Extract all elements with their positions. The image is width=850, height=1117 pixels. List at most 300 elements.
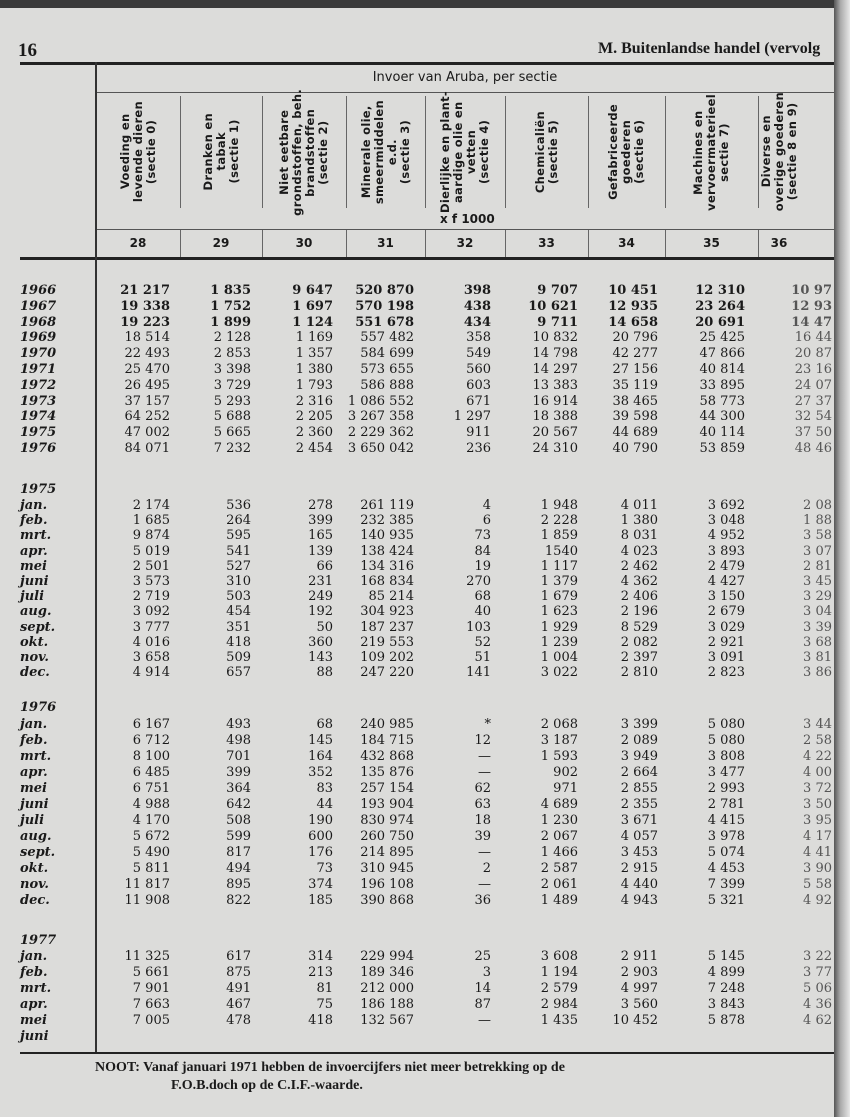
column-header-text: Voeding en levende dieren (sectie 0)	[117, 101, 158, 203]
cell-col-34: 40 790	[612, 441, 658, 456]
cell-col-32: —	[478, 749, 491, 764]
cell-col-33: 2 068	[540, 717, 578, 732]
cell-col-35: 5 145	[707, 949, 745, 964]
cell-col-32: 39	[474, 829, 491, 844]
cell-col-36: 24 07	[794, 377, 832, 393]
table-row	[0, 635, 834, 651]
header-divider	[665, 96, 666, 208]
cell-col-35: 40 114	[699, 425, 745, 441]
cell-col-35: 3 978	[707, 829, 745, 844]
table-row	[0, 544, 834, 560]
cell-col-32: —	[478, 845, 491, 860]
section-year-heading: 1977	[20, 933, 57, 948]
cell-col-33: 3 608	[540, 949, 578, 964]
cell-col-31: 229 994	[360, 949, 414, 964]
cell-col-29: 5 293	[213, 393, 251, 409]
cell-col-32: 40	[474, 604, 491, 620]
cell-col-30: 1 357	[295, 346, 333, 362]
row-label: sept.	[20, 845, 56, 860]
cell-col-30: 176	[308, 845, 333, 860]
cell-col-36: 48 46	[794, 441, 832, 456]
cell-col-32: 2	[482, 861, 491, 876]
cell-col-32: 87	[474, 997, 491, 1012]
table-row	[0, 893, 834, 909]
cell-col-30: 2 205	[295, 409, 333, 425]
cell-col-34: 2 664	[620, 765, 658, 780]
cell-col-33: 1 239	[540, 634, 578, 650]
cell-col-29: 364	[226, 781, 251, 796]
cell-col-30: 50	[316, 619, 333, 635]
cell-col-30: 68	[316, 717, 333, 732]
table-row	[0, 845, 834, 861]
cell-col-35: 2 781	[707, 797, 745, 812]
cell-col-30: 2 316	[295, 393, 333, 409]
row-label: apr.	[20, 543, 48, 559]
cell-col-32: 36	[474, 893, 491, 908]
cell-col-31: 187 237	[360, 619, 414, 635]
cell-col-35: 25 425	[699, 330, 745, 346]
row-label: juli	[20, 589, 45, 605]
cell-col-36: 4 92	[803, 893, 832, 908]
cell-col-36: 27 37	[794, 393, 832, 409]
cell-col-35: 44 300	[699, 409, 745, 425]
cell-col-32: 671	[466, 393, 491, 409]
column-header-text: Diverse en overige goederen (sectie 8 en 9)	[758, 92, 799, 212]
cell-col-28: 3 658	[132, 650, 170, 665]
table-row	[0, 409, 834, 425]
cell-col-30: 418	[308, 1013, 333, 1028]
cell-col-32: 358	[466, 330, 491, 346]
row-label: aug.	[20, 604, 52, 620]
cell-col-28: 6 712	[132, 733, 170, 748]
row-label: 1968	[20, 314, 57, 330]
column-header-text: Chemicaliën (sectie 5)	[532, 110, 560, 194]
table-row	[0, 330, 834, 346]
cell-col-30: 1 793	[295, 377, 333, 393]
cell-col-35: 2 921	[707, 634, 745, 650]
row-label: feb.	[20, 513, 48, 529]
column-header-text: Dranken en tabak (sectie 1)	[200, 113, 241, 191]
cell-col-36: 1 88	[803, 513, 832, 529]
cell-col-35: 20 691	[695, 314, 745, 330]
cell-col-34: 8 031	[620, 528, 658, 544]
cell-col-29: 494	[226, 861, 251, 876]
cell-col-32: 73	[474, 528, 491, 544]
note-line-2: F.O.B.doch op de C.I.F.-waarde.	[171, 1078, 363, 1093]
cell-col-36: 32 54	[794, 409, 832, 425]
cell-col-34: 4 057	[620, 829, 658, 844]
cell-col-35: 4 899	[707, 965, 745, 980]
cell-col-36: 14 47	[791, 314, 832, 330]
cell-col-32: —	[478, 877, 491, 892]
table-row	[0, 394, 834, 410]
cell-col-32: 270	[466, 574, 491, 589]
cell-col-35: 3 150	[707, 589, 745, 605]
note-line-1: NOOT: Vanaf januari 1971 hebben de invoercijfers niet meer betrekking op de	[95, 1060, 565, 1075]
cell-col-29: 1 835	[210, 283, 251, 298]
column-header-28	[96, 96, 180, 208]
cell-col-28: 11 817	[124, 877, 170, 892]
cell-col-29: 493	[226, 717, 251, 732]
cell-col-35: 2 479	[707, 558, 745, 574]
cell-col-34: 4 011	[620, 498, 658, 513]
cell-col-29: 508	[226, 813, 251, 828]
cell-col-29: 5 688	[213, 409, 251, 425]
cell-col-36: 4 17	[803, 829, 832, 844]
cell-col-35: 5 074	[707, 845, 745, 860]
cell-col-35: 2 679	[707, 604, 745, 620]
cell-col-29: 491	[226, 981, 251, 996]
cell-col-31: 132 567	[360, 1013, 414, 1028]
cell-col-28: 6 751	[132, 781, 170, 796]
cell-col-32: 6	[482, 513, 491, 529]
cell-col-36: 3 39	[803, 619, 832, 635]
cell-col-36: 4 00	[803, 765, 832, 780]
cell-col-36: 3 81	[803, 650, 832, 665]
cell-col-36: 3 07	[803, 543, 832, 559]
cell-col-28: 37 157	[124, 393, 170, 409]
cell-col-29: 509	[226, 650, 251, 665]
table-row	[0, 1013, 834, 1029]
cell-col-29: 617	[226, 949, 251, 964]
cell-col-33: 24 310	[532, 441, 578, 456]
cell-col-29: 351	[226, 619, 251, 635]
cell-col-30: 164	[308, 749, 333, 764]
cell-col-33: 18 388	[532, 409, 578, 425]
page-number: 16	[18, 40, 37, 61]
cell-col-32: —	[478, 1013, 491, 1028]
cell-col-30: 2 360	[295, 425, 333, 441]
cell-col-32: 236	[466, 441, 491, 456]
cell-col-29: 541	[226, 543, 251, 559]
row-label: mrt.	[20, 981, 52, 996]
cell-col-30: 360	[308, 634, 333, 650]
row-label: nov.	[20, 877, 49, 892]
cell-col-34: 3 949	[620, 749, 658, 764]
cell-col-32: 68	[474, 589, 491, 605]
cell-col-34: 4 943	[620, 893, 658, 908]
row-label: 1966	[20, 283, 57, 298]
cell-col-32: 25	[474, 949, 491, 964]
cell-col-28: 47 002	[124, 425, 170, 441]
table-row	[0, 441, 834, 457]
cell-col-31: 304 923	[360, 604, 414, 620]
header-divider	[588, 96, 589, 208]
cell-col-36: 3 44	[803, 717, 832, 732]
cell-col-29: 310	[226, 574, 251, 589]
table-row	[0, 604, 834, 620]
cell-col-31: 140 935	[360, 528, 414, 544]
cell-col-33: 2 984	[540, 997, 578, 1012]
cell-col-30: 374	[308, 877, 333, 892]
cell-col-32: 62	[474, 781, 491, 796]
table-row	[0, 620, 834, 636]
cell-col-35: 2 993	[707, 781, 745, 796]
cell-col-30: 314	[308, 949, 333, 964]
cell-col-33: 3 187	[540, 733, 578, 748]
cell-col-36: 10 97	[791, 283, 832, 298]
cell-col-29: 642	[226, 797, 251, 812]
cell-col-28: 2 719	[132, 589, 170, 605]
cell-col-33: 2 579	[540, 981, 578, 996]
cell-col-32: 14	[474, 981, 491, 996]
table-row	[0, 717, 834, 733]
cell-col-33: 1 489	[540, 893, 578, 908]
cell-col-34: 1 380	[620, 513, 658, 529]
cell-col-32: 52	[474, 634, 491, 650]
header-rule	[96, 229, 834, 230]
cell-col-30: 213	[308, 965, 333, 980]
table-row	[0, 315, 834, 331]
column-number: 28	[129, 236, 147, 250]
cell-col-30: 278	[308, 498, 333, 513]
top-rule	[20, 62, 834, 65]
table-row	[0, 965, 834, 981]
cell-col-36: 5 06	[803, 981, 832, 996]
row-label: 1975	[20, 425, 57, 441]
table-row	[0, 733, 834, 749]
cell-col-30: 9 647	[292, 283, 333, 298]
cell-col-31: 260 750	[360, 829, 414, 844]
cell-col-35: 23 264	[695, 298, 745, 314]
row-label: aug.	[20, 829, 52, 844]
cell-col-35: 5 321	[707, 893, 745, 908]
column-header-text: Minerale olie, smeermiddelen e.d. (sectie 3)	[358, 99, 412, 205]
cell-col-28: 4 988	[132, 797, 170, 812]
cell-col-30: 75	[316, 997, 333, 1012]
cell-col-31: 1 086 552	[347, 393, 414, 409]
cell-col-28: 21 217	[120, 283, 170, 298]
section-year-heading: 1976	[20, 700, 57, 715]
number-divider	[346, 230, 347, 257]
cell-col-31: 212 000	[360, 981, 414, 996]
cell-col-30: 83	[316, 781, 333, 796]
cell-col-34: 4 440	[620, 877, 658, 892]
cell-col-35: 4 952	[707, 528, 745, 544]
cell-col-36: 3 58	[803, 528, 832, 544]
cell-col-32: 141	[466, 665, 491, 681]
cell-col-34: 2 082	[620, 634, 658, 650]
cell-col-29: 3 729	[213, 377, 251, 393]
table-row	[0, 829, 834, 845]
table-row	[0, 797, 834, 813]
cell-col-34: 4 997	[620, 981, 658, 996]
cell-col-33: 1 435	[540, 1013, 578, 1028]
cell-col-29: 599	[226, 829, 251, 844]
section-year-heading: 1975	[20, 482, 57, 497]
table-row	[0, 861, 834, 877]
cell-col-29: 2 128	[213, 330, 251, 346]
cell-col-34: 14 658	[608, 314, 658, 330]
cell-col-29: 657	[226, 665, 251, 681]
table-row	[0, 498, 834, 514]
cell-col-35: 5 080	[707, 717, 745, 732]
cell-col-35: 3 091	[707, 650, 745, 665]
cell-col-31: 247 220	[360, 665, 414, 681]
cell-col-30: 192	[308, 604, 333, 620]
cell-col-29: 264	[226, 513, 251, 529]
table-row	[0, 781, 834, 797]
cell-col-29: 467	[226, 997, 251, 1012]
cell-col-34: 4 362	[620, 574, 658, 589]
cell-col-32: 19	[474, 558, 491, 574]
cell-col-33: 20 567	[532, 425, 578, 441]
cell-col-31: 168 834	[360, 574, 414, 589]
cell-col-36: 4 22	[803, 749, 832, 764]
cell-col-30: 1 380	[295, 362, 333, 377]
column-header-33	[505, 96, 588, 208]
cell-col-31: 134 316	[360, 558, 414, 574]
cell-col-29: 895	[226, 877, 251, 892]
row-label: juni	[20, 1029, 49, 1044]
cell-col-33: 1 929	[540, 619, 578, 635]
column-header-36	[758, 92, 800, 212]
cell-col-32: 12	[474, 733, 491, 748]
header-bottom-rule	[20, 257, 834, 260]
cell-col-35: 33 895	[699, 377, 745, 393]
cell-col-35: 40 814	[699, 362, 745, 377]
cell-col-30: 143	[308, 650, 333, 665]
cell-col-33: 1 859	[540, 528, 578, 544]
cell-col-29: 822	[226, 893, 251, 908]
cell-col-36: 2 08	[803, 498, 832, 513]
cell-col-34: 44 689	[612, 425, 658, 441]
cell-col-31: 390 868	[360, 893, 414, 908]
cell-col-30: 88	[316, 665, 333, 681]
cell-col-29: 2 853	[213, 346, 251, 362]
cell-col-36: 5 58	[803, 877, 832, 892]
cell-col-36: 20 87	[794, 346, 832, 362]
cell-col-28: 4 914	[132, 665, 170, 681]
cell-col-32: 911	[466, 425, 491, 441]
cell-col-30: 44	[316, 797, 333, 812]
cell-col-33: 2 228	[540, 513, 578, 529]
cell-col-28: 2 501	[132, 558, 170, 574]
column-number: 30	[295, 236, 313, 250]
table-row	[0, 378, 834, 394]
cell-col-28: 6 485	[132, 765, 170, 780]
cell-col-35: 4 453	[707, 861, 745, 876]
cell-col-32: 18	[474, 813, 491, 828]
row-label: feb.	[20, 965, 48, 980]
cell-col-33: 1 623	[540, 604, 578, 620]
table-row	[0, 283, 834, 299]
row-label: 1976	[20, 441, 57, 456]
cell-col-35: 3 048	[707, 513, 745, 529]
table-row	[0, 362, 834, 378]
cell-col-34: 3 453	[620, 845, 658, 860]
cell-col-28: 5 672	[132, 829, 170, 844]
cell-col-31: 570 198	[355, 298, 414, 314]
table-row	[0, 1029, 834, 1045]
cell-col-30: 73	[316, 861, 333, 876]
cell-col-34: 42 277	[612, 346, 658, 362]
cell-col-34: 10 452	[612, 1013, 658, 1028]
cell-col-31: 573 655	[360, 362, 414, 377]
cell-col-31: 261 119	[360, 498, 414, 513]
cell-col-36: 3 77	[803, 965, 832, 980]
cell-col-28: 84 071	[124, 441, 170, 456]
cell-col-29: 701	[226, 749, 251, 764]
column-number: 34	[618, 236, 635, 250]
row-label: okt.	[20, 634, 49, 650]
row-label: mrt.	[20, 528, 52, 544]
number-divider	[262, 230, 263, 257]
cell-col-35: 47 866	[699, 346, 745, 362]
column-header-35	[665, 93, 758, 211]
cell-col-29: 817	[226, 845, 251, 860]
number-divider	[505, 230, 506, 257]
cell-col-32: 434	[463, 314, 491, 330]
cell-col-30: 2 454	[295, 441, 333, 456]
running-head: M. Buitenlandse handel (vervolg	[598, 40, 821, 57]
cell-col-30: 1 124	[292, 314, 333, 330]
row-label: mei	[20, 781, 47, 796]
cell-col-34: 2 903	[620, 965, 658, 980]
cell-col-35: 58 773	[699, 393, 745, 409]
table-row	[0, 813, 834, 829]
table-row	[0, 589, 834, 605]
cell-col-34: 2 397	[620, 650, 658, 665]
cell-col-36: 3 72	[803, 781, 832, 796]
cell-col-28: 64 252	[124, 409, 170, 425]
cell-col-33: 1 379	[540, 574, 578, 589]
number-divider	[180, 230, 181, 257]
cell-col-34: 12 935	[608, 298, 658, 314]
table-row	[0, 528, 834, 544]
row-label: jan.	[20, 717, 48, 732]
cell-col-34: 2 911	[620, 949, 658, 964]
cell-col-34: 20 796	[612, 330, 658, 346]
cell-col-30: 399	[308, 513, 333, 529]
cell-col-31: 219 553	[360, 634, 414, 650]
cell-col-33: 1 230	[540, 813, 578, 828]
cell-col-33: 2 061	[540, 877, 578, 892]
cell-col-29: 527	[226, 558, 251, 574]
cell-col-35: 5 878	[707, 1013, 745, 1028]
table-title: Invoer van Aruba, per sectie	[372, 70, 558, 85]
table-row	[0, 574, 834, 590]
cell-col-33: 1 948	[540, 498, 578, 513]
cell-col-28: 6 167	[132, 717, 170, 732]
cell-col-33: 902	[553, 765, 578, 780]
column-header-31	[346, 96, 425, 208]
column-header-32	[425, 91, 505, 214]
cell-col-31: 193 904	[360, 797, 414, 812]
column-number: 36	[770, 236, 788, 250]
cell-col-28: 7 663	[132, 997, 170, 1012]
cell-col-35: 3 808	[707, 749, 745, 764]
cell-col-35: 7 248	[707, 981, 745, 996]
cell-col-31: 138 424	[360, 543, 414, 559]
cell-col-31: 186 188	[360, 997, 414, 1012]
cell-col-34: 4 023	[620, 543, 658, 559]
column-number: 31	[377, 236, 394, 250]
cell-col-34: 3 560	[620, 997, 658, 1012]
cell-col-30: 145	[308, 733, 333, 748]
cell-col-28: 5 661	[132, 965, 170, 980]
cell-col-30: 1 697	[292, 298, 333, 314]
table-row	[0, 749, 834, 765]
cell-col-32: *	[484, 717, 491, 732]
cell-col-32: 63	[474, 797, 491, 812]
cell-col-36: 4 62	[803, 1013, 832, 1028]
cell-col-35: 2 823	[707, 665, 745, 681]
cell-col-36: 3 04	[803, 604, 832, 620]
row-label: 1967	[20, 298, 57, 314]
cell-col-33: 13 383	[532, 377, 578, 393]
cell-col-31: 2 229 362	[347, 425, 414, 441]
